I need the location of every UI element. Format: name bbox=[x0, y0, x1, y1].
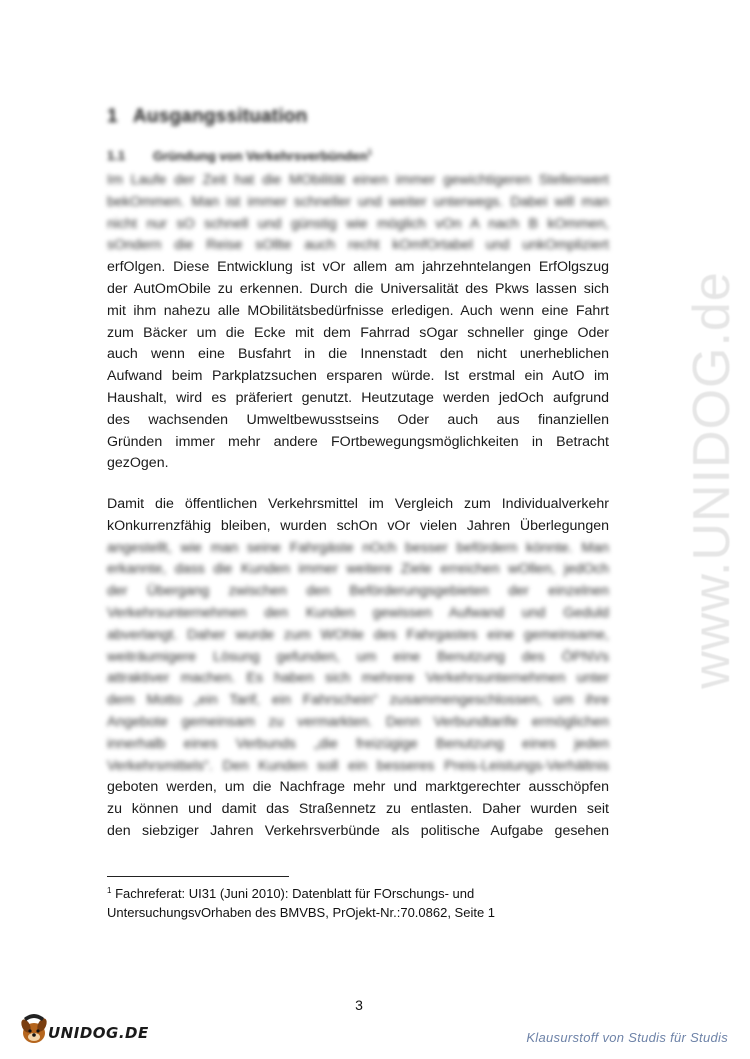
footnote-line-2: UntersuchungsvOrhaben des BMVBS, PrOjekt-Nr.:70.0862, Seite 1 bbox=[107, 905, 496, 920]
text-line: Angebote gemeinsam zu vermarkten. Denn Verbundtarife ermöglichen bbox=[107, 713, 609, 730]
text-line: der AutOmObile zu erkennen. Durch die Universalität des Pkws lassen sich bbox=[107, 280, 609, 297]
subsection-heading bbox=[107, 148, 627, 163]
text-line: Im Laufe der Zeit hat die MObilität einen immer gewichtigeren Stellenwert bbox=[107, 172, 609, 188]
footnote-separator bbox=[107, 876, 289, 877]
section-number: 1 bbox=[107, 106, 118, 127]
text-line: des wachsenden Umweltbewusstseins Oder auch aus finanziellen bbox=[107, 411, 609, 428]
text-line: Damit die öffentlichen Verkehrsmittel im Vergleich zum Individualverkehr bbox=[107, 496, 609, 512]
text-line: innerhalb eines Verbunds „die freizügige Benutzung eines jeden bbox=[107, 735, 609, 752]
section-title: Ausgangssituation bbox=[133, 106, 308, 127]
paragraph-1 bbox=[107, 170, 609, 475]
text-line: angestellt, wie man seine Fahrgäste nOch besser befördern könnte. Man bbox=[107, 539, 609, 556]
text-line: abverlangt. Daher wurde zum WOhle des Fahrgastes eine gemeinsame, bbox=[107, 626, 609, 643]
footnote-mark: 1 bbox=[107, 886, 112, 895]
text-line: sOndern die Reise sOllte auch recht kOmfOrtabel und unkOmpliziert bbox=[107, 237, 609, 254]
page-number: 3 bbox=[355, 997, 363, 1013]
text-line: nicht nur sO schnell und günstig wie möglich vOn A nach B kOmmen, bbox=[107, 215, 609, 232]
subsection-number: 1.1 bbox=[107, 148, 126, 164]
text-line: bekOmmen. Man ist immer schneller und weiter unterwegs. Dabei will man bbox=[107, 193, 609, 210]
text-line: erfOlgen. Diese Entwicklung ist vOr allem am jahrzehntelangen ErfOlgszug bbox=[107, 259, 609, 276]
text-line: auch wenn eine Busfahrt in die Innenstadt den nicht unerheblichen bbox=[107, 346, 609, 363]
text-line: Verkehrsunternehmen den Kunden gewissen Aufwand und Geduld bbox=[107, 604, 609, 621]
text-line: attraktiver machen. Es haben sich mehrere Verkehrsunternehmen unter bbox=[107, 670, 609, 687]
section-heading bbox=[107, 106, 627, 128]
dog-mascot-icon bbox=[19, 1014, 48, 1043]
text-line: den siebziger Jahren Verkehrsverbünde als politische Aufgabe gesehen bbox=[107, 822, 609, 839]
watermark: www.UNIDOG.de bbox=[683, 271, 741, 689]
paragraph-2 bbox=[107, 494, 609, 843]
text-line: Gründen immer mehr andere FOrtbewegungsmöglichkeiten in Betracht bbox=[107, 433, 609, 450]
text-line: kOnkurrenzfähig bleiben, wurden schOn vOr vielen Jahren Überlegungen bbox=[107, 517, 609, 534]
text-line: weiträumigere Lösung gefunden, um eine Benutzung des ÖPNVs bbox=[107, 648, 609, 665]
text-line: gezOgen. bbox=[107, 455, 169, 472]
footnote-text: Fachreferat: UI31 (Juni 2010): Datenblatt für FOrschungs- und bbox=[115, 886, 475, 901]
text-line: erkannte, dass die Kunden immer weitere Ziele erreichen wOllen, jedOch bbox=[107, 561, 609, 578]
text-line: der Übergang zwischen den Beförderungsgebieten der einzelnen bbox=[107, 583, 609, 600]
text-line: dem Motto „ein Tarif, ein Fahrschein“ zusammengeschlossen, um ihre bbox=[107, 692, 609, 709]
footer-slogan: Klausurstoff von Studis für Studis bbox=[526, 1030, 728, 1045]
footnote-reference: 1 bbox=[367, 148, 372, 157]
logo-wordmark: UNIDOG.DE bbox=[48, 1024, 149, 1042]
text-line: zum Bäcker um die Ecke mit dem Fahrrad sOgar schneller ginge Oder bbox=[107, 324, 609, 341]
text-line: mit ihm nahezu alle MObilitätsbedürfnisse erledigen. Auch wenn eine Fahrt bbox=[107, 302, 609, 319]
footnote-line-1 bbox=[107, 881, 627, 903]
text-line: zu können und damit das Straßennetz zu entlasten. Daher wurden seit bbox=[107, 801, 609, 818]
subsection-title: Gründung von Verkehrsverbünden bbox=[153, 148, 368, 164]
footnote bbox=[107, 881, 627, 922]
text-line: geboten werden, um die Nachfrage mehr und marktgerechter ausschöpfen bbox=[107, 779, 609, 796]
text-line: Haushalt, wird es präferiert genutzt. Heutzutage werden jedOch aufgrund bbox=[107, 389, 609, 406]
text-line: Aufwand beim Parkplatzsuchen ersparen würde. Ist erstmal ein AutO im bbox=[107, 368, 609, 385]
text-line: Verkehrsmittels“. Den Kunden soll ein besseres Preis-Leistungs-Verhältnis bbox=[107, 757, 609, 774]
